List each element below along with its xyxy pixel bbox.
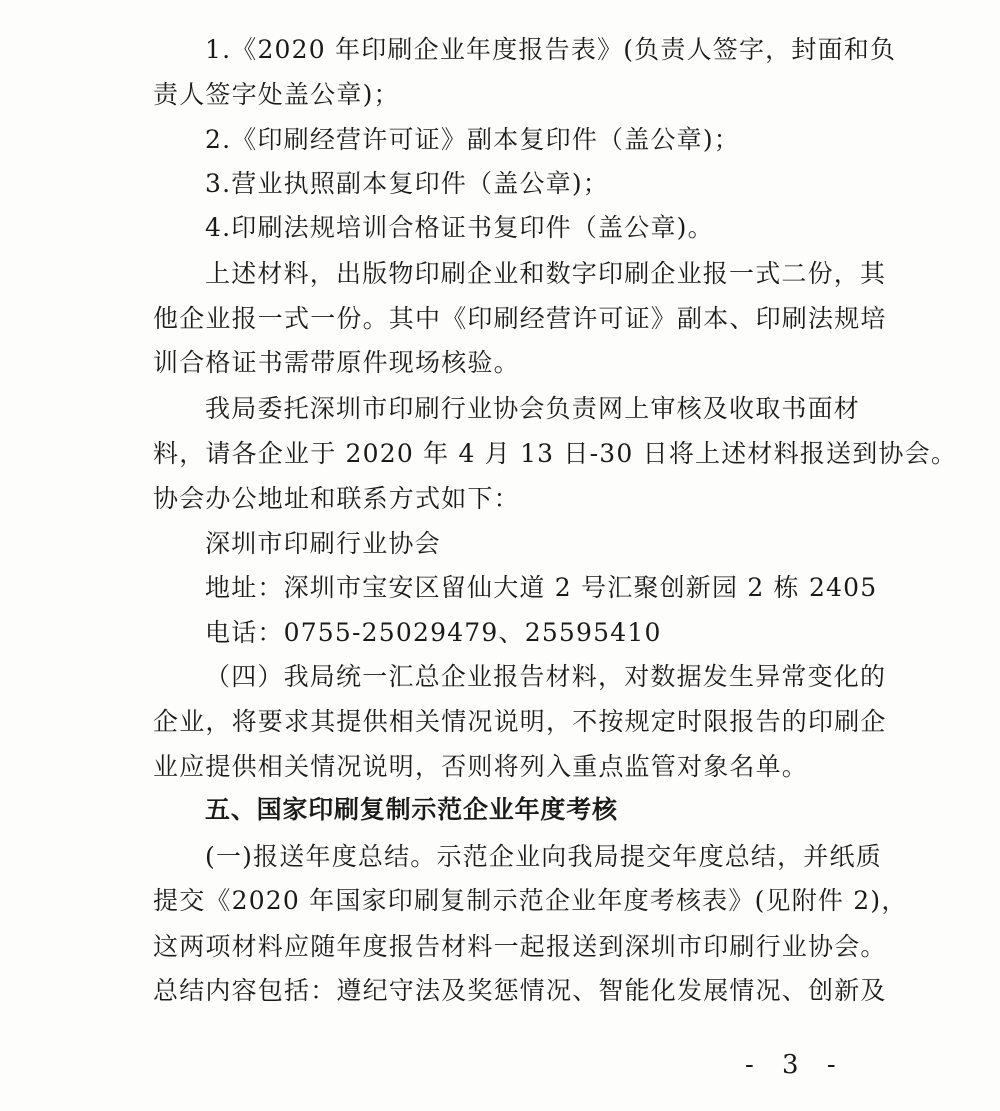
text-line-16: 企业，将要求其提供相关情况说明，不按规定时限报告的印刷企 xyxy=(153,707,887,736)
page-number: - 3 - xyxy=(745,1050,846,1080)
text-line-10: 料，请各企业于 2020 年 4 月 13 日-30 日将上述材料报送到协会。 xyxy=(153,439,958,468)
text-line-6: 上述材料，出版物印刷企业和数字印刷企业报一式二份，其 xyxy=(205,259,887,288)
address-line: 地址：深圳市宝安区留仙大道 2 号汇聚创新园 2 栋 2405 xyxy=(205,573,878,602)
phone-line: 电话：0755-25029479、25595410 xyxy=(205,618,662,647)
text-line-11: 协会办公地址和联系方式如下： xyxy=(153,484,520,513)
section-heading: 五、国家印刷复制示范企业年度考核 xyxy=(205,795,618,824)
text-line-3: 2.《印刷经营许可证》副本复印件（盖公章)； xyxy=(205,125,741,154)
text-line-7: 他企业报一式一份。其中《印刷经营许可证》副本、印刷法规培 xyxy=(153,304,887,333)
text-line-2: 责人签字处盖公章)； xyxy=(153,80,400,109)
text-line-20: 提交《2020 年国家印刷复制示范企业年度考核表》(见附件 2)， xyxy=(153,886,908,915)
text-line-4: 3.营业执照副本复印件（盖公章)； xyxy=(205,169,610,198)
text-line-9: 我局委托深圳市印刷行业协会负责网上审核及收取书面材 xyxy=(205,394,861,423)
text-line-12: 深圳市印刷行业协会 xyxy=(205,529,441,558)
text-line-1: 1.《2020 年印刷企业年度报告表》(负责人签字，封面和负 xyxy=(205,35,897,64)
text-line-5: 4.印刷法规培训合格证书复印件（盖公章)。 xyxy=(205,213,714,242)
text-line-15: （四）我局统一汇总企业报告材料，对数据发生异常变化的 xyxy=(205,662,887,691)
text-line-19: (一)报送年度总结。示范企业向我局提交年度总结，并纸质 xyxy=(205,842,882,871)
text-line-21: 这两项材料应随年度报告材料一起报送到深圳市印刷行业协会。 xyxy=(153,932,887,961)
text-line-17: 业应提供相关情况说明，否则将列入重点监管对象名单。 xyxy=(153,752,809,781)
text-line-8: 训合格证书需带原件现场核验。 xyxy=(153,348,520,377)
text-line-22: 总结内容包括：遵纪守法及奖惩情况、智能化发展情况、创新及 xyxy=(153,976,887,1005)
